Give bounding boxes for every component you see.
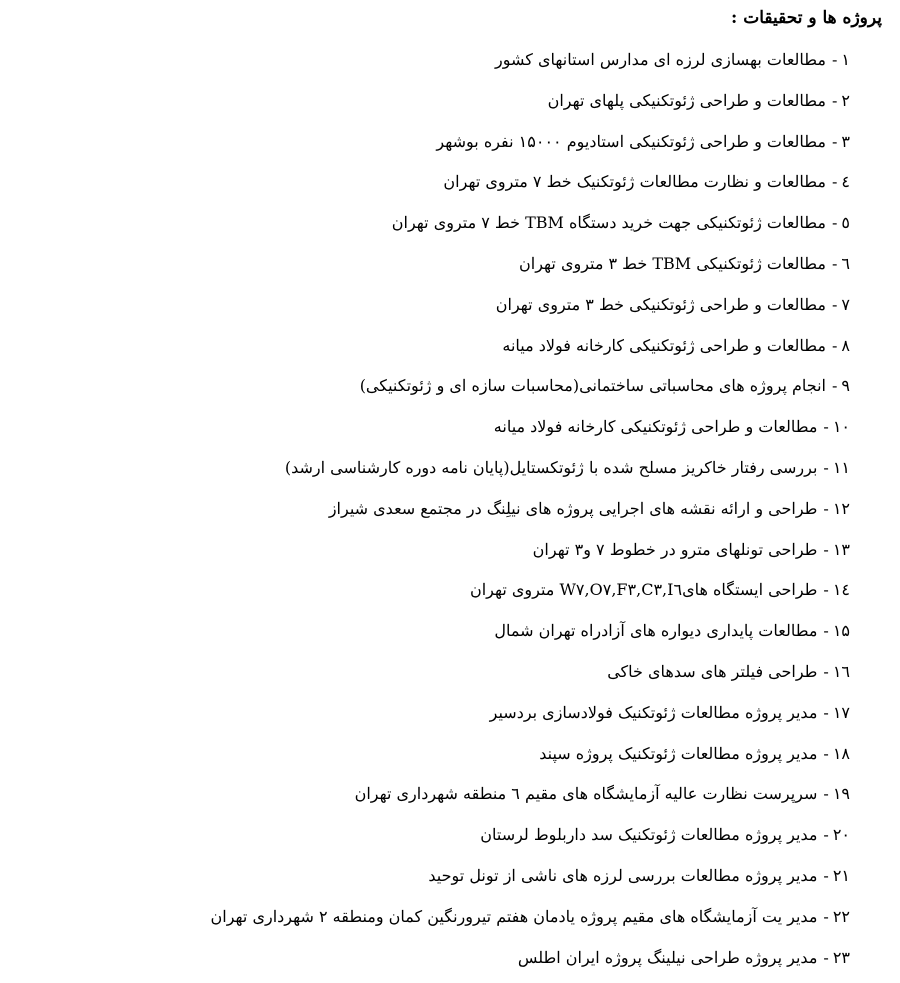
- list-item: [211, 657, 850, 698]
- item-text: مطالعات و طراحی ژئوتکنیکی کارخانه فولاد میانه: [493, 417, 818, 437]
- item-separator: -: [832, 253, 838, 273]
- list-item: [211, 535, 850, 576]
- item-separator: -: [832, 172, 838, 192]
- list-item: [211, 453, 850, 494]
- item-separator: -: [823, 661, 829, 681]
- item-separator: -: [832, 294, 838, 314]
- list-item: [211, 943, 850, 983]
- item-text: مدیر پروژه مطالعات ژئوتکنیک فولادسازی بردسیر: [489, 702, 818, 722]
- item-text: طراحی فیلتر های سدهای خاکی: [607, 661, 818, 681]
- list-item: [211, 412, 850, 453]
- item-separator: -: [823, 580, 829, 600]
- item-number: ٤: [841, 172, 850, 192]
- item-text: سرپرست نظارت عالیه آزمایشگاه های مقیم ٦ منطقه شهرداری تهران: [354, 784, 818, 804]
- list-item: [211, 371, 850, 412]
- item-separator: -: [823, 743, 829, 763]
- list-item: [211, 575, 850, 616]
- project-list: [211, 45, 850, 983]
- item-number: ۱۹: [832, 784, 850, 804]
- list-item: [211, 249, 850, 290]
- item-separator: -: [823, 947, 829, 967]
- item-separator: -: [823, 498, 829, 518]
- item-number: ۱: [841, 50, 850, 69]
- item-text: مطالعات و طراحی ژئوتکنیکی خط ۳ متروی تهران: [495, 294, 826, 314]
- item-separator: -: [832, 335, 838, 355]
- item-separator: -: [823, 906, 829, 926]
- item-text: مطالعات ژئوتکنیکی جهت خرید دستگاه TBM خط ۷ متروی تهران: [391, 213, 826, 233]
- list-item: [211, 331, 850, 372]
- item-number: ۳: [841, 131, 850, 151]
- item-number: ۱۳: [832, 539, 850, 559]
- item-separator: -: [832, 213, 838, 233]
- list-item: [211, 616, 850, 657]
- item-text: مطالعات و طراحی ژئوتکنیکی استادیوم ۱۵۰۰۰ نفره بوشهر: [436, 131, 826, 151]
- item-number: ۲۳: [832, 947, 850, 967]
- item-number: ۱۵: [832, 621, 850, 641]
- item-separator: -: [823, 825, 829, 845]
- item-separator: -: [823, 621, 829, 641]
- item-text: طراحی و ارائه نقشه های اجرایی پروژه های نیلِنگ در مجتمع سعدی شیراز: [328, 498, 818, 518]
- item-text: طراحی ایستگاه هایI٦,C٣,F٣,O٧,W٧ متروی تهران: [469, 580, 818, 600]
- list-item: [211, 902, 850, 943]
- item-separator: -: [823, 417, 829, 437]
- item-separator: -: [832, 376, 838, 396]
- item-text: انجام پروژه های محاسباتی ساختمانی(محاسبات سازه ای و ژئوتکنیکی): [359, 376, 826, 396]
- list-item: [211, 86, 850, 127]
- item-separator: -: [832, 131, 838, 151]
- item-text: مطالعات ژئوتکنیکی TBM خط ۳ متروی تهران: [519, 253, 826, 273]
- item-number: ١٦: [832, 661, 850, 681]
- item-separator: -: [823, 865, 829, 885]
- item-text: مطالعات و نظارت مطالعات ژئوتکنیک خط ۷ متروی تهران: [443, 172, 826, 192]
- list-item: [211, 861, 850, 902]
- item-text: مدیر پروژه مطالعات بررسی لرزه های ناشی از تونل توحید: [428, 865, 818, 885]
- item-number: ۱۰: [832, 417, 850, 437]
- item-separator: -: [823, 784, 829, 804]
- item-separator: -: [823, 539, 829, 559]
- list-item: [211, 167, 850, 208]
- item-separator: -: [832, 50, 838, 69]
- list-item: [211, 290, 850, 331]
- list-item: [211, 208, 850, 249]
- list-item: [211, 739, 850, 780]
- list-item: [211, 45, 850, 86]
- item-separator: -: [832, 90, 838, 110]
- item-number: ۷: [841, 294, 850, 314]
- list-item: [211, 820, 850, 861]
- item-number: ۲: [841, 90, 850, 110]
- item-text: مدیر پروژه طراحی نیلینگ پروژه ایران اطلس: [517, 947, 818, 967]
- item-text: مطالعات پایداری دیواره های آزادراه تهران شمال: [494, 621, 818, 641]
- item-number: ۱۸: [832, 743, 850, 763]
- item-number: ۱۱: [832, 457, 850, 477]
- item-text: طراحی تونلهای مترو در خطوط ۷ و۳ تهران: [532, 539, 818, 559]
- item-number: ٥: [841, 213, 850, 233]
- list-item: [211, 698, 850, 739]
- list-item: [211, 127, 850, 168]
- item-number: ۲۱: [832, 865, 850, 885]
- list-item: [211, 779, 850, 820]
- item-text: مطالعات و طراحی ژئوتکنیکی پلهای تهران: [547, 90, 826, 110]
- item-number: ۹: [841, 376, 850, 396]
- item-number: ١٤: [832, 580, 850, 600]
- item-number: ۸: [841, 335, 850, 355]
- item-number: ۲۲: [832, 906, 850, 926]
- item-text: بررسی رفتار خاکریز مسلح شده با ژئوتکستایل(پایان نامه دوره کارشناسی ارشد): [284, 457, 818, 477]
- item-separator: -: [823, 457, 829, 477]
- item-number: ۱۷: [832, 702, 850, 722]
- item-text: مدیر پروژه مطالعات ژئوتکنیک سد داربلوط لرستان: [480, 825, 818, 845]
- item-text: مطالعات و طراحی ژئوتکنیکی کارخانه فولاد میانه: [502, 335, 826, 355]
- item-number: ٦: [841, 253, 850, 273]
- item-text: مدیر پروژه مطالعات ژئوتکنیک پروژه سپند: [539, 743, 818, 763]
- item-number: ۱۲: [832, 498, 850, 518]
- item-separator: -: [823, 702, 829, 722]
- item-number: ۲۰: [832, 825, 850, 845]
- list-item: [211, 494, 850, 535]
- section-heading: پروژه ها و تحقیقات :: [731, 8, 882, 28]
- item-text: مطالعات بهسازی لرزه ای مدارس استانهای کشور: [495, 50, 826, 69]
- item-text: مدیر یت آزمایشگاه های مقیم پروژه یادمان هفتم تیرورنگین کمان ومنطقه ۲ شهرداری تهران: [210, 906, 818, 926]
